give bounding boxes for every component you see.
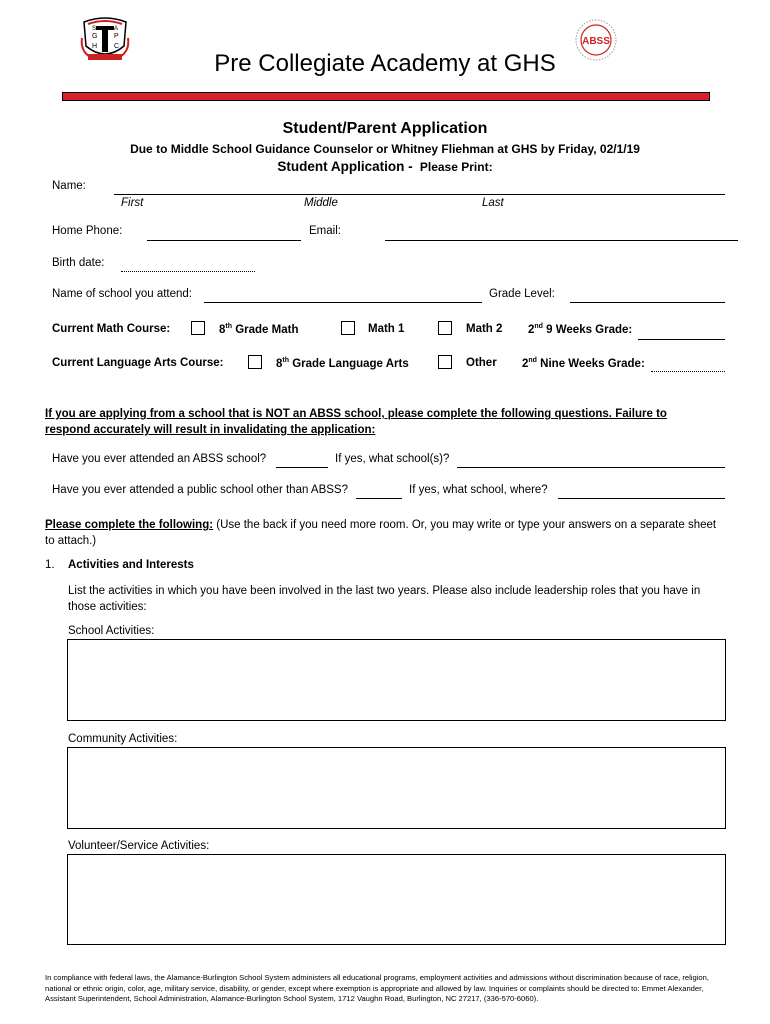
math-grade-label: 2nd 9 Weeks Grade:: [528, 323, 633, 336]
svg-text:A: A: [114, 26, 119, 32]
school-activities-box[interactable]: [67, 639, 726, 721]
email-label: Email:: [309, 225, 341, 237]
section-heading: Student Application - Please Print:: [277, 159, 493, 174]
grade-level-label: Grade Level:: [489, 288, 555, 300]
middle-label: Middle: [304, 197, 338, 209]
svg-text:ABSS: ABSS: [582, 36, 610, 47]
last-label: Last: [482, 197, 504, 209]
home-phone-field[interactable]: [147, 240, 301, 241]
email-field[interactable]: [385, 240, 738, 241]
svg-text:P: P: [114, 33, 119, 40]
birth-date-label: Birth date:: [52, 257, 105, 269]
page-title: Pre Collegiate Academy at GHS: [214, 50, 556, 77]
math-grade-field[interactable]: [638, 339, 725, 340]
name-label: Name:: [52, 180, 86, 192]
checkbox-math-2[interactable]: [438, 321, 452, 335]
svg-text:S: S: [92, 26, 97, 32]
school-activities-label: School Activities:: [68, 625, 155, 637]
q2-answer-field[interactable]: [356, 498, 402, 499]
home-phone-label: Home Phone:: [52, 225, 123, 237]
volunteer-activities-label: Volunteer/Service Activities:: [68, 840, 210, 852]
checkbox-other[interactable]: [438, 355, 452, 369]
activities-instruction: List the activities in which you have been involved in the last two years. Please also include leadership roles that you have in those activities:: [68, 585, 701, 613]
non-abss-instruction: If you are applying from a school that is NOT an ABSS school, please complete the following questions. Failure to respond accurately will result in invalidating the application:: [45, 408, 667, 436]
q2-label: Have you ever attended a public school other than ABSS?: [52, 484, 349, 496]
svg-text:H: H: [92, 43, 98, 50]
form-title: Student/Parent Application: [282, 120, 488, 137]
checkbox-8th-grade-la[interactable]: [248, 355, 262, 369]
volunteer-activities-box[interactable]: [67, 854, 726, 945]
la-grade-label: 2nd Nine Weeks Grade:: [522, 357, 645, 370]
la-grade-field[interactable]: [651, 371, 725, 372]
header-divider-bar: [62, 92, 710, 101]
q1-followup-field[interactable]: [457, 467, 725, 468]
checkbox-math-1[interactable]: [341, 321, 355, 335]
svg-text:G: G: [92, 33, 98, 40]
complete-instruction: Please complete the following: (Use the back if you need more room. Or, you may write or type your answers on a separate sheet to attach.): [45, 519, 717, 547]
q2-followup-field[interactable]: [558, 498, 725, 499]
q1-answer-field[interactable]: [276, 467, 328, 468]
first-label: First: [121, 197, 144, 209]
birth-date-field[interactable]: [121, 271, 255, 272]
activities-title: Activities and Interests: [68, 559, 194, 571]
school-field[interactable]: [204, 302, 482, 303]
math-course-label: Current Math Course:: [52, 323, 171, 335]
grade-level-field[interactable]: [570, 302, 725, 303]
svg-text:C: C: [114, 43, 120, 50]
option-8th-grade-math: 8th Grade Math: [219, 323, 299, 336]
q1-followup-label: If yes, what school(s)?: [335, 453, 450, 465]
community-activities-label: Community Activities:: [68, 733, 178, 745]
option-8th-grade-la: 8th Grade Language Arts: [276, 357, 409, 370]
checkbox-8th-grade-math[interactable]: [191, 321, 205, 335]
name-field[interactable]: [114, 194, 725, 195]
option-other: Other: [466, 357, 497, 369]
q1-label: Have you ever attended an ABSS school?: [52, 453, 267, 465]
due-notice: Due to Middle School Guidance Counselor or Whitney Fliehman at GHS by Friday, 02/1/19: [130, 142, 640, 156]
school-label: Name of school you attend:: [52, 288, 192, 300]
q2-followup-label: If yes, what school, where?: [409, 484, 548, 496]
footer-disclaimer: In compliance with federal laws, the Alamance-Burlington School System administers all educational programs, employment activities and admissions without discrimination because of race, religion, national or ethnic origin, color, age, military service, disability, or gender, except where exemption is appropriate and allowed by law. Inquiries or complaints should be directed to: Emmet Alexander, Assistant Superintendent, School Administration, Alamance-Burlington School System, 1712 Vaughn Road, Burlington, NC 27217, (336-570-6060).: [45, 973, 709, 1003]
option-math-2: Math 2: [466, 323, 503, 335]
community-activities-box[interactable]: [67, 747, 726, 829]
option-math-1: Math 1: [368, 323, 405, 335]
la-course-label: Current Language Arts Course:: [52, 357, 224, 369]
activities-number: 1.: [45, 559, 55, 571]
